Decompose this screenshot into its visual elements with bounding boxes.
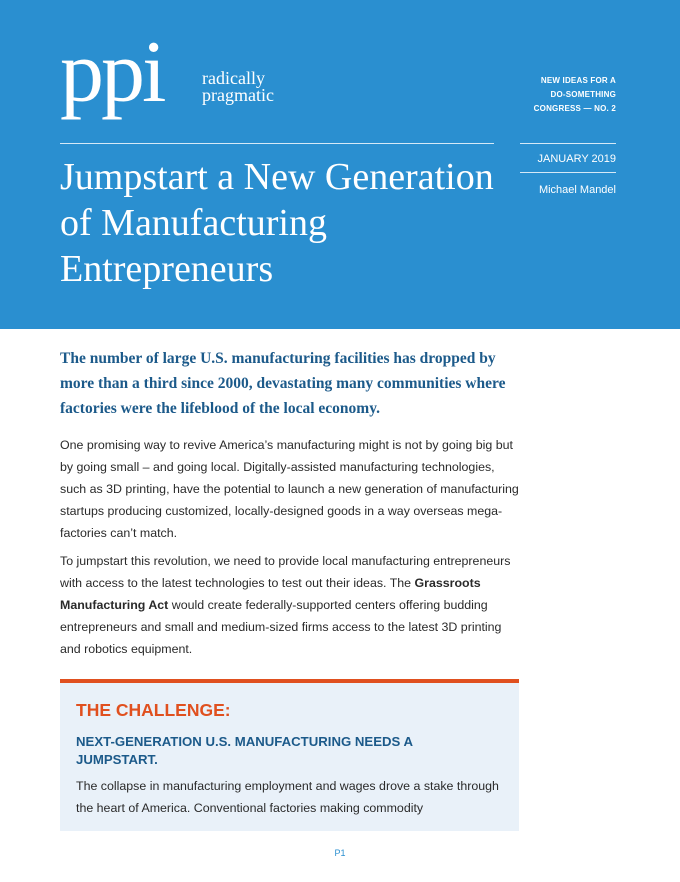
- title-rule: [60, 143, 494, 144]
- series-line-3: CONGRESS — NO. 2: [533, 104, 616, 113]
- logo-tagline: radically pragmatic: [202, 68, 274, 105]
- body-paragraph-2: [60, 550, 520, 660]
- logo-wordmark: ppi: [60, 24, 164, 121]
- date-rule-top: [520, 143, 616, 144]
- lead-paragraph: The number of large U.S. manufacturing facilities has dropped by more than a third since 2000, devastating many communities where factories were the lifeblood of the local economy.: [60, 350, 506, 417]
- series-line-1: NEW IDEAS FOR A: [540, 76, 616, 85]
- series-line-2: DO-SOMETHING: [550, 90, 616, 99]
- page-number: P1: [334, 848, 346, 858]
- header-banner: [0, 0, 680, 329]
- publication-date: JANUARY 2019: [537, 153, 616, 165]
- page-title: Jumpstart a New Generation of Manufacturing Entrepreneurs: [60, 156, 494, 290]
- date-rule-bottom: [520, 172, 616, 173]
- callout-subtitle: NEXT-GENERATION U.S. MANUFACTURING NEEDS A JUMPSTART.: [76, 734, 413, 767]
- challenge-callout: [60, 679, 519, 831]
- grassroots-act-name: Grassroots Manufacturing Act: [60, 576, 481, 612]
- author-name: Michael Mandel: [538, 184, 616, 196]
- paragraph-2-text-start: To jumpstart this revolution, we need to provide local manufacturing entrepreneurs with access to the latest technologies to test out their ideas. The: [60, 554, 511, 590]
- paragraph-2-text-end: would create federally-supported centers offering budding entrepreneurs and small and medium-sized firms access to the latest 3D printing and robotics equipment.: [60, 598, 502, 656]
- body-paragraph-1: One promising way to revive America’s manufacturing might is not by going big but by going small – and going local. Digitally-assisted manufacturing technologies, such as 3D printing, have the potential to launch a new generation of manufacturing startups producing customized, locally-designed goods in a way overseas mega-factories can’t match.: [60, 438, 519, 540]
- callout-title: THE CHALLENGE:: [76, 700, 231, 720]
- callout-body: The collapse in manufacturing employment and wages drove a stake through the heart of America. Conventional factories making commodity: [76, 779, 499, 815]
- series-label: [518, 74, 616, 116]
